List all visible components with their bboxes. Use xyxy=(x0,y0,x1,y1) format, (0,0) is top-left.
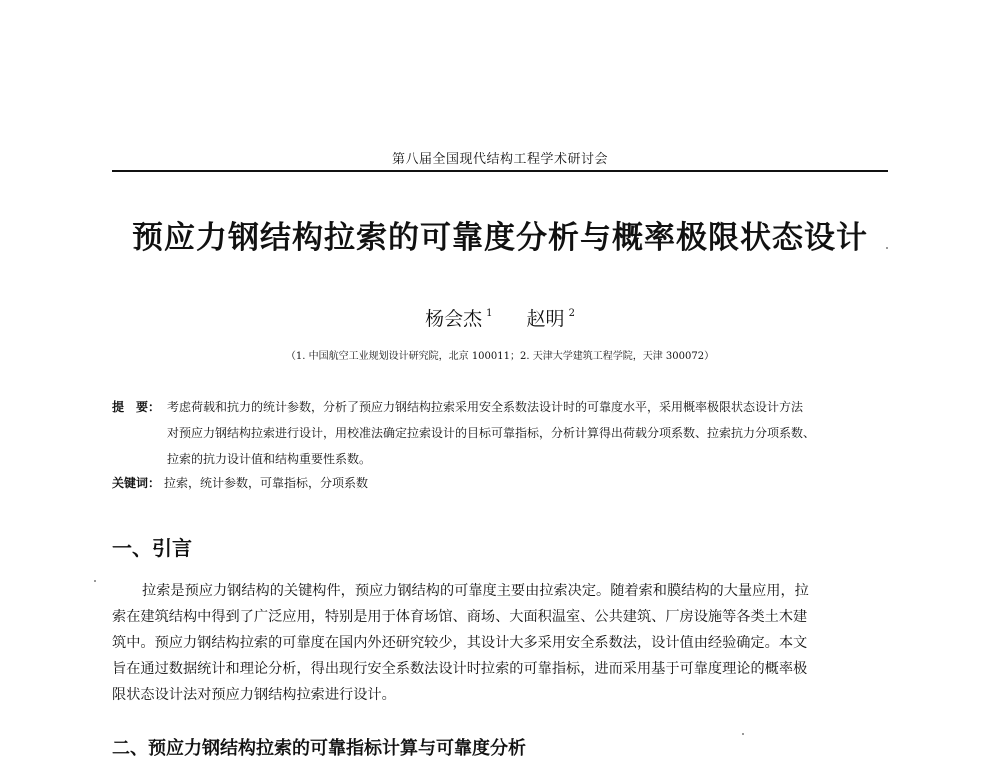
author-affiliation-mark: 2 xyxy=(568,308,575,319)
header-rule xyxy=(112,170,888,172)
scan-speck xyxy=(886,247,888,249)
body-text-line: 筑中。预应力钢结构拉索的可靠度在国内外还研究较少，其设计大多采用安全系数法，设计值由经验确定。本文 xyxy=(112,635,808,651)
body-text-line: 旨在通过数据统计和理论分析，得出现行安全系数法设计时拉索的可靠指标，进而采用基于可靠度理论的概率极 xyxy=(112,661,808,677)
body-text-line: 限状态设计法对预应力钢结构拉索进行设计。 xyxy=(112,687,396,703)
body-text-line: 拉索是预应力钢结构的关键构件，预应力钢结构的可靠度主要由拉索决定。随着索和膜结构的大量应用，拉 xyxy=(142,583,809,599)
body-text-line: 索在建筑结构中得到了广泛应用，特别是用于体育场馆、商场、大面积温室、公共建筑、厂房设施等各类土木建 xyxy=(112,609,808,625)
author-name: 杨会杰 xyxy=(425,308,483,330)
abstract-line: 拉索的抗力设计值和结构重要性系数。 xyxy=(167,452,372,466)
abstract-line: 对预应力钢结构拉索进行设计，用校准法确定拉索设计的目标可靠指标，分析计算得出荷载分项系数、拉索抗力分项系数、 xyxy=(167,426,816,440)
abstract-line: 考虑荷载和抗力的统计参数，分析了预应力钢结构拉索采用安全系数法设计时的可靠度水平，采用概率极限状态设计方法 xyxy=(167,400,804,414)
running-head: 第八届全国现代结构工程学术研讨会 xyxy=(391,152,608,167)
paper-title: 预应力钢结构拉索的可靠度分析与概率极限状态设计 xyxy=(132,220,868,256)
abstract-label: 提 要： xyxy=(112,400,161,414)
keywords-label: 关键词： xyxy=(112,476,161,490)
scan-speck xyxy=(742,733,744,735)
scan-speck xyxy=(94,580,96,582)
affiliations: （1. 中国航空工业规划设计研究院，北京 100011；2. 天津大学建筑工程学院，天津 300072） xyxy=(285,351,715,362)
keywords-text: 拉索，统计参数，可靠指标，分项系数 xyxy=(164,476,369,490)
author-affiliation-mark: 1 xyxy=(486,308,493,319)
section-heading-reliability: 二、预应力钢结构拉索的可靠指标计算与可靠度分析 xyxy=(112,738,526,759)
author-name: 赵明 xyxy=(526,308,565,330)
section-heading-introduction: 一、引言 xyxy=(112,536,192,560)
author-line xyxy=(300,304,700,331)
